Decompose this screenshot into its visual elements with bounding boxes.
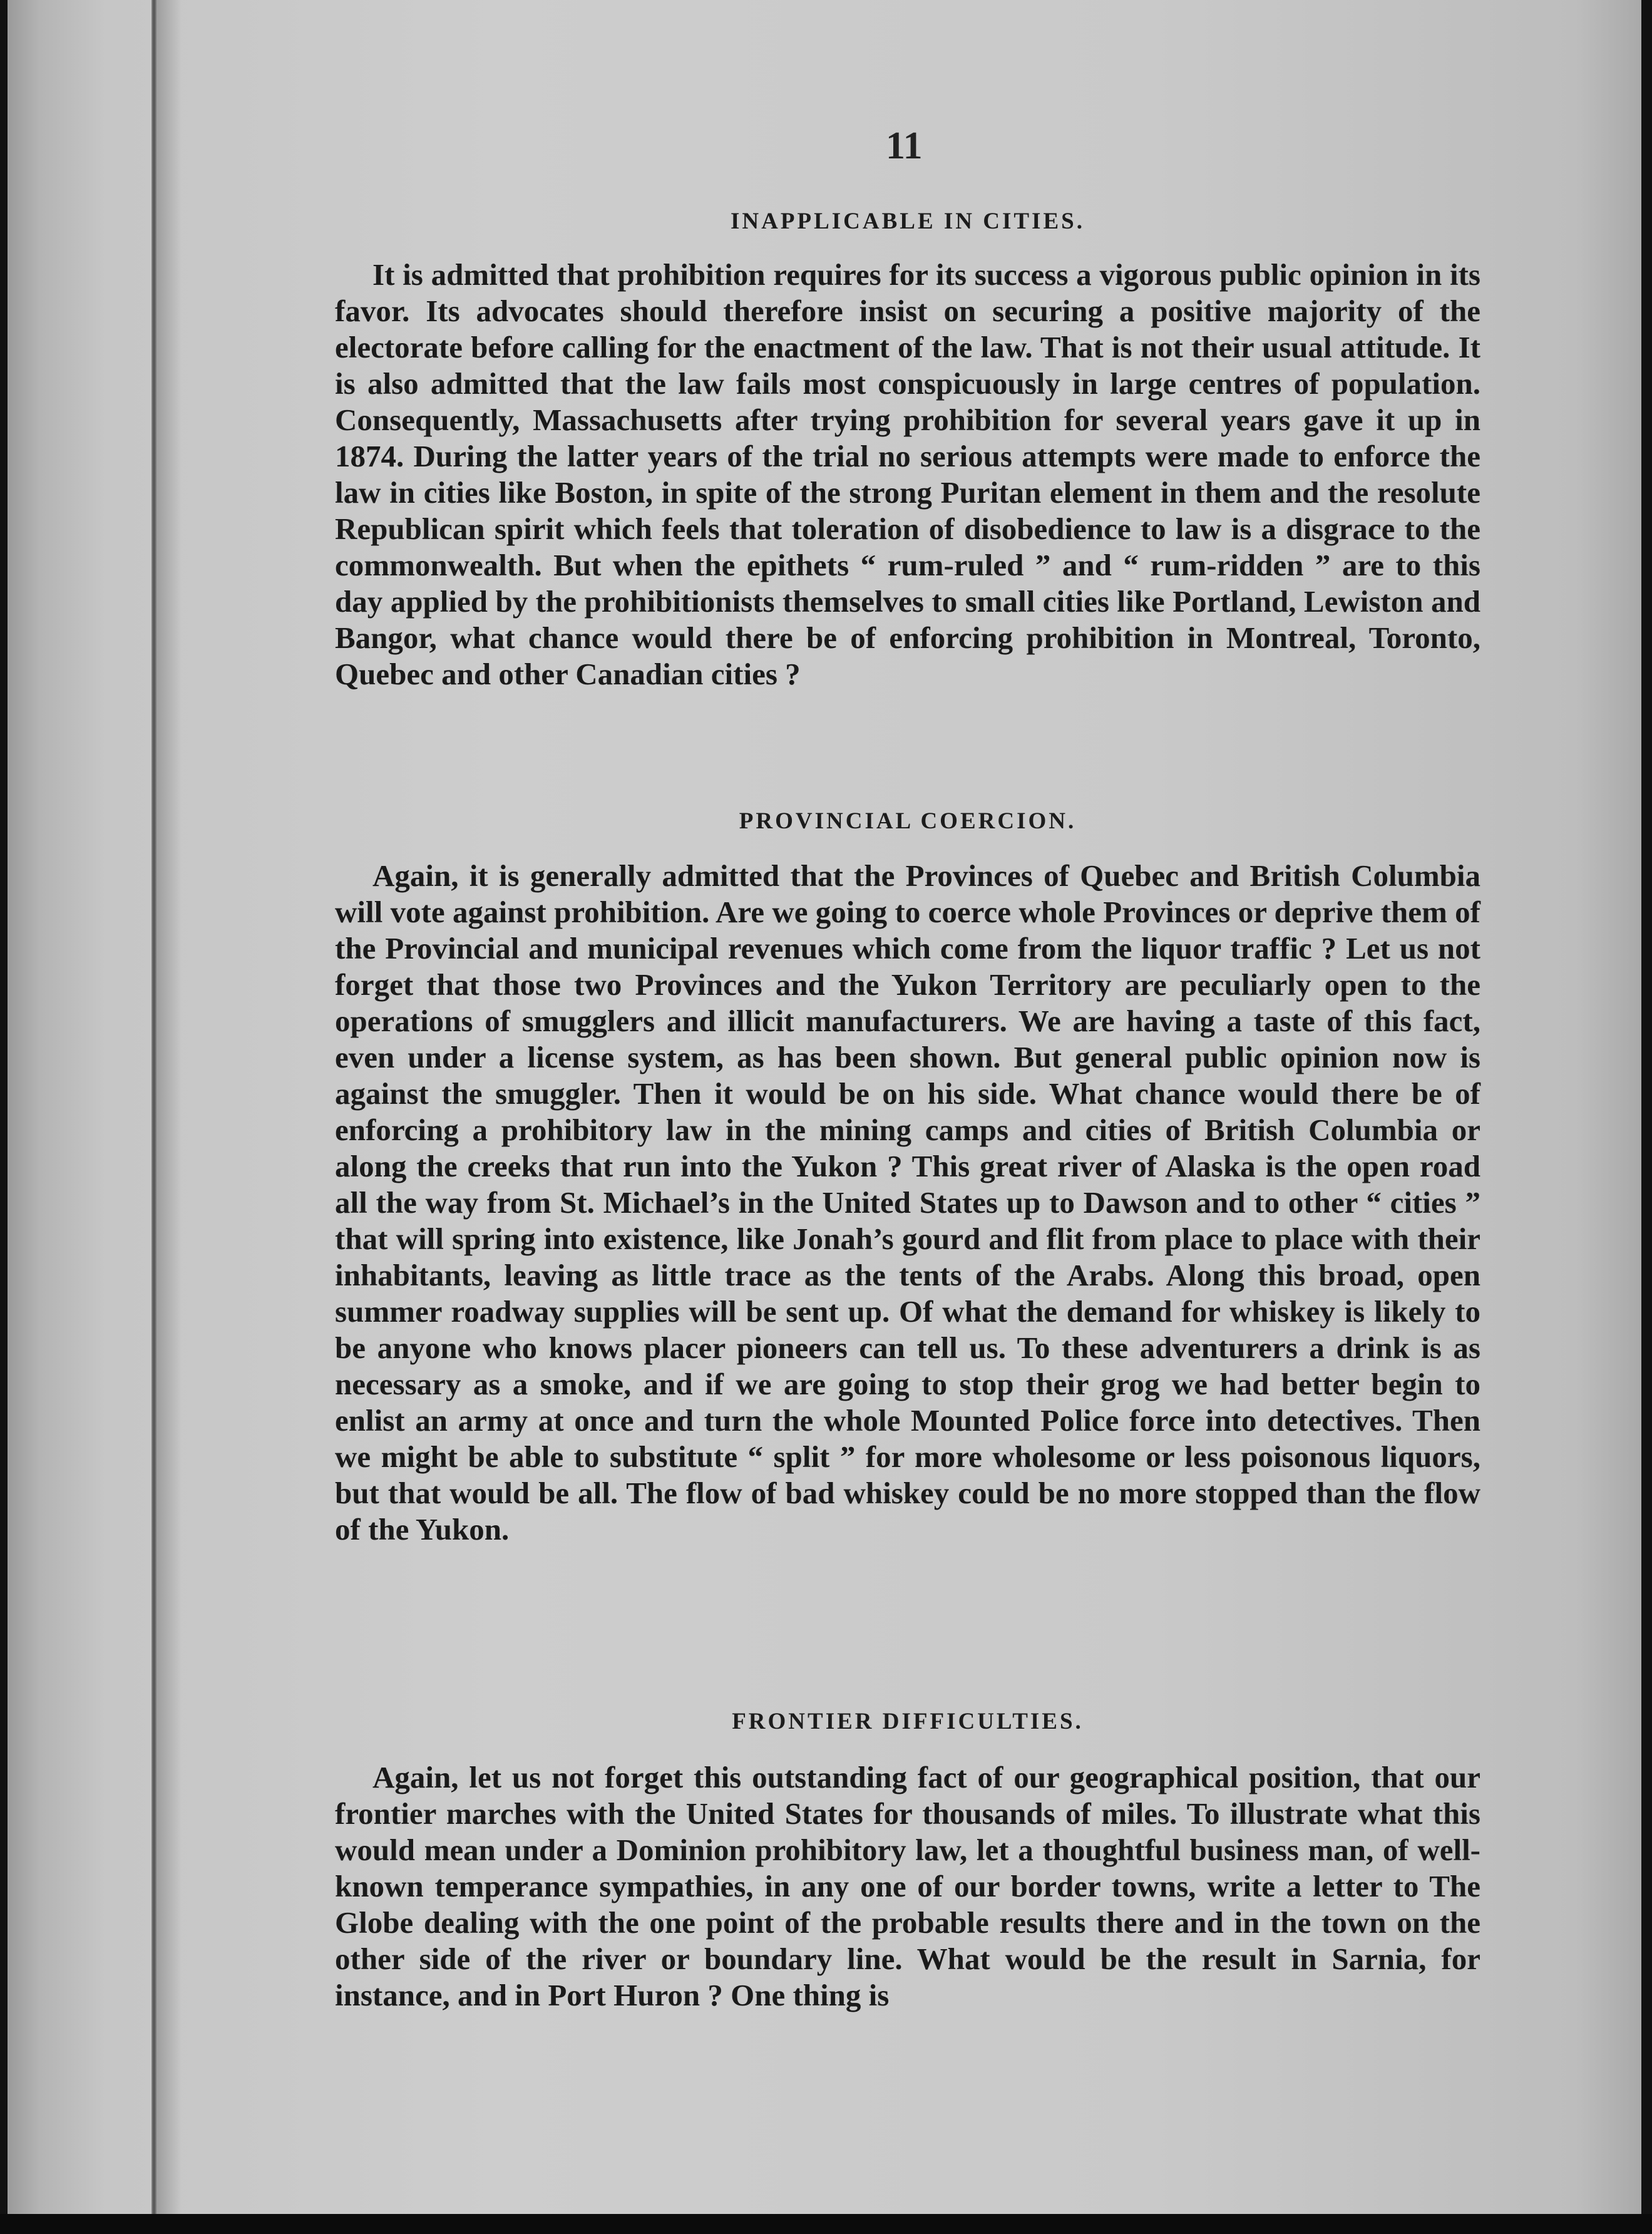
section-heading-inapplicable: INAPPLICABLE IN CITIES. bbox=[731, 208, 1085, 234]
page-fold bbox=[151, 0, 156, 2214]
section-paragraph-provincial: Again, it is generally admitted that the Provinces of Quebec and British Columbia will vote against prohibition. Are we going to coerce whole Provinces or deprive them of the Provincial and municipal revenues which come from the liquor traffic ? Let us not forget that those two Provinces and the Yukon Territory are peculiarly open to the operations of smugglers and illicit manufacturers. We are having a taste of this fact, even under a license system, as has been shown. But general public opinion now is against the smuggler. Then it would be on his side. What chance would there be of enforcing a prohibitory law in the mining camps and cities of British Columbia or along the creeks that run into the Yukon ? This great river of Alaska is the open road all the way from St. Michael’s in the United States up to Dawson and to other “ cities ” that will spring into existence, like Jonah’s gourd and flit from place to place with their inhabitants, leaving as little trace as the tents of the Arabs. Along this broad, open summer roadway supplies will be sent up. Of what the demand for whiskey is likely to be anyone who knows placer pioneers can tell us. To these adventurers a drink is as necessary as a smoke, and if we are going to stop their grog we had better begin to enlist an army at once and turn the whole Mounted Police force into detectives. Then we might be able to substitute “ split ” for more wholesome or less poisonous liquors, but that would be all. The flow of bad whiskey could be no more stopped than the flow of the Yukon. bbox=[335, 858, 1480, 1547]
section-heading-frontier: FRONTIER DIFFICULTIES. bbox=[732, 1709, 1084, 1734]
fold-shadow bbox=[156, 0, 182, 2214]
page-number: 11 bbox=[886, 125, 923, 167]
section-heading-provincial: PROVINCIAL COERCION. bbox=[739, 808, 1077, 834]
section-paragraph-inapplicable: It is admitted that prohibition requires for its success a vigorous public opinion in its favor. Its advocates should therefore insist on securing a positive majority of the electorate before calling for the enactment of the law. That is not their usual attitude. It is also admitted that the law fails most conspicuously in large centres of population. Consequently, Massachusetts after trying prohibition for several years gave it up in 1874. During the latter years of the trial no serious attempts were made to enforce the law in cities like Boston, in spite of the strong Puritan element in them and the resolute Republican spirit which feels that toleration of disobedience to law is a disgrace to the commonwealth. But when the epithets “ rum-ruled ” and “ rum-ridden ” are to this day applied by the prohibitionists themselves to small cities like Portland, Lewiston and Bangor, what chance would there be of enforcing prohibition in Montreal, Toronto, Quebec and other Canadian cities ? bbox=[335, 257, 1480, 691]
section-paragraph-frontier: Again, let us not forget this outstanding fact of our geographical position, that our frontier marches with the United States for thousands of miles. To illustrate what this would mean under a Dominion prohibitory law, let a thoughtful business man, of well-known temperance sympathies, in any one of our border towns, write a letter to The Globe dealing with the one point of the probable results there and in the town on the other side of the river or boundary line. What would be the result in Sarnia, for instance, and in Port Huron ? One thing is bbox=[335, 1760, 1480, 2012]
scan-border bbox=[0, 2214, 1652, 2234]
